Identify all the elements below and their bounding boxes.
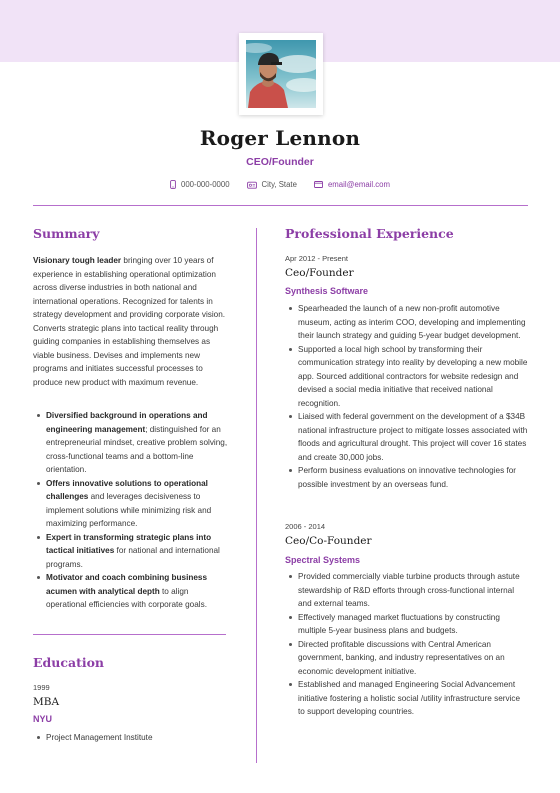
highlight-bold: Motivator and coach combining business acumen with analytical depth <box>46 573 208 596</box>
candidate-title: CEO/Founder <box>246 156 314 168</box>
list-item: Project Management Institute <box>33 731 231 745</box>
contact-phone <box>170 180 230 189</box>
profile-photo-frame <box>239 33 323 115</box>
highlight-text: and leverages decisiveness to implement solutions while minimizing risk and maximizing performance. <box>46 492 212 528</box>
phone-icon <box>170 180 176 189</box>
email-link[interactable]: email@email.com <box>327 180 391 189</box>
list-item <box>33 571 231 612</box>
summary-divider <box>33 634 226 635</box>
list-item <box>33 409 231 477</box>
education-items <box>33 731 231 745</box>
job-dates: Apr 2012 - Present <box>285 254 348 263</box>
summary-highlights <box>33 409 231 612</box>
experience-heading: Professional Experience <box>285 226 454 241</box>
education-school: NYU <box>33 714 53 724</box>
list-item <box>33 531 231 572</box>
contact-bar <box>0 180 560 189</box>
list-item: Provided commercially viable turbine products through astute stewardship of R&D efforts through cross-functional internal and external teams. <box>285 570 529 611</box>
summary-paragraph <box>33 254 229 389</box>
summary-heading: Summary <box>33 226 100 241</box>
highlight-bold: Offers innovative solutions to operational challenges <box>46 478 208 501</box>
phone-text: 000-000-0000 <box>180 180 230 189</box>
education-degree: MBA <box>33 696 60 708</box>
candidate-name: Roger Lennon <box>199 126 361 150</box>
highlight-bold: Diversified background in operations and engineering management <box>46 411 208 434</box>
contact-email[interactable] <box>314 180 390 189</box>
job-company: Spectral Systems <box>285 555 361 565</box>
highlight-text: to align operational efficiencies with corporate goals. <box>46 586 207 609</box>
column-divider <box>256 228 257 763</box>
list-item: Spearheaded the launch of a new non-profit automotive museum, acting as interim COO, developing and implementing their launch strategy and guiding 5-year budget development. <box>285 302 529 343</box>
location-text: City, State <box>261 180 297 189</box>
profile-photo <box>246 40 316 108</box>
education-heading: Education <box>33 655 105 670</box>
highlight-bold: Expert in transforming strategic plans into tactical initiatives <box>46 532 212 555</box>
job-bullets <box>285 570 529 719</box>
list-item: Directed profitable discussions with Central American government, banking, and industry representatives on an economic development initiative. <box>285 638 529 679</box>
list-item: Effectively managed market fluctuations by constructing multiple 5-year business plans and budgets. <box>285 611 529 638</box>
list-item <box>33 477 231 531</box>
location-icon <box>247 181 257 189</box>
summary-text: bringing over 10 years of experience in establishing operational optimization across diverse industries in both national and international operations. Recognized for talents in strategy development and providing corporate vision. Converts strategic plans into tactical reality through guiding companies in establishing themselves as viable business. Devises and implements new programs and initiates successful processes to produce new product with maximum revenue. <box>33 256 226 387</box>
summary-lead: Visionary tough leader <box>33 256 122 265</box>
job-title: Ceo/Co-Founder <box>285 535 372 547</box>
email-icon <box>314 181 323 188</box>
header-divider <box>33 205 528 206</box>
highlight-text: ; distinguished for an entrepreneurial mindset, creative problem solving, cross-functional teams and a bottom-line orientation. <box>46 424 228 474</box>
list-item: Perform business evaluations on innovative technologies for possible investment by an overseas fund. <box>285 464 529 491</box>
job-title: Ceo/Founder <box>285 267 354 279</box>
job-bullets <box>285 302 529 491</box>
contact-location <box>247 180 297 189</box>
job-dates: 2006 - 2014 <box>285 522 326 531</box>
education-year: 1999 <box>33 683 50 692</box>
list-item: Supported a local high school by transforming their communication strategy into reality by developing a new mobile app. Sourced additional contractors for website redesign and devised a social media initiative that received national recognition. <box>285 343 529 411</box>
list-item: Liaised with federal government on the development of a $34B national infrastructure project to mitigate losses associated with floods and agricultural drought. This project will cover 16 states and create 30,000 jobs. <box>285 410 529 464</box>
job-company: Synthesis Software <box>285 286 369 296</box>
list-item: Established and managed Engineering Social Advancement initiative fostering a holistic social /utility infrastructure service to support developing countries. <box>285 678 529 719</box>
highlight-text: for national and international programs. <box>46 546 220 569</box>
